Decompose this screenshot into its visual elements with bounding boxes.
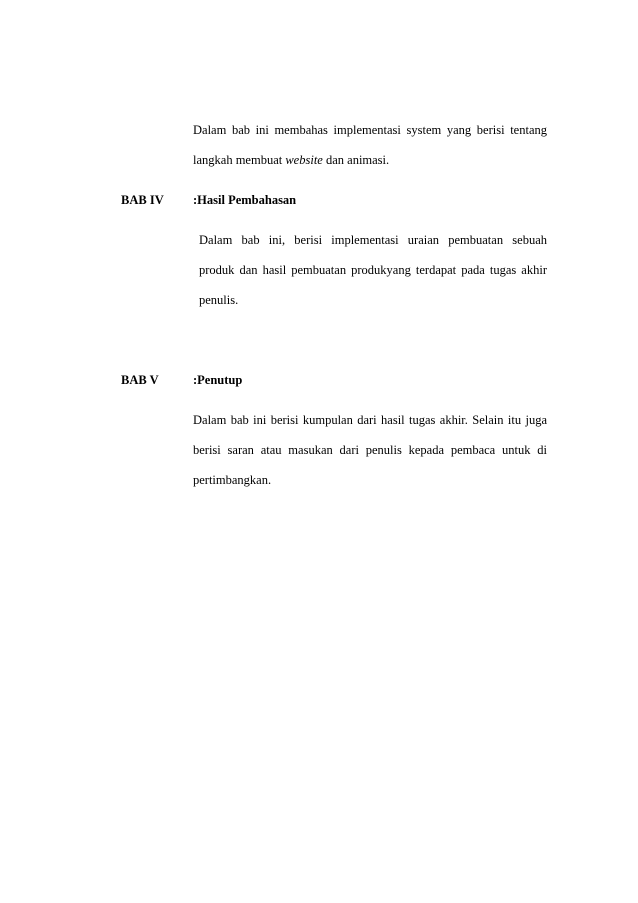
bab4-paragraph-line-1: Dalam bab ini, berisi implementasi uraian pembuatan sebuah — [199, 233, 547, 247]
intro-line-1: Dalam bab ini membahas implementasi system yang berisi tentang — [193, 123, 547, 137]
intro-line-2-end: dan animasi. — [322, 153, 390, 167]
intro-line-2-start: langkah membuat — [193, 153, 286, 167]
bab5-paragraph-line-1: Dalam bab ini berisi kumpulan dari hasil tugas akhir. Selain itu juga — [193, 413, 547, 427]
bab5-paragraph-line-3: pertimbangkan. — [193, 473, 272, 487]
bab5-paragraph-line-2: berisi saran atau masukan dari penulis kepada pembaca untuk di — [193, 443, 547, 457]
bab5-label: BAB V — [121, 373, 159, 387]
bab4-paragraph-line-3: penulis. — [199, 293, 239, 307]
bab4-label: BAB IV — [121, 193, 164, 207]
intro-line-2 — [193, 152, 389, 168]
bab5-title: :Penutup — [193, 373, 243, 387]
bab4-paragraph-line-2: produk dan hasil pembuatan produkyang terdapat pada tugas akhir — [199, 263, 547, 277]
intro-line-2-italic: website — [285, 153, 323, 167]
bab4-title: :Hasil Pembahasan — [193, 193, 297, 207]
